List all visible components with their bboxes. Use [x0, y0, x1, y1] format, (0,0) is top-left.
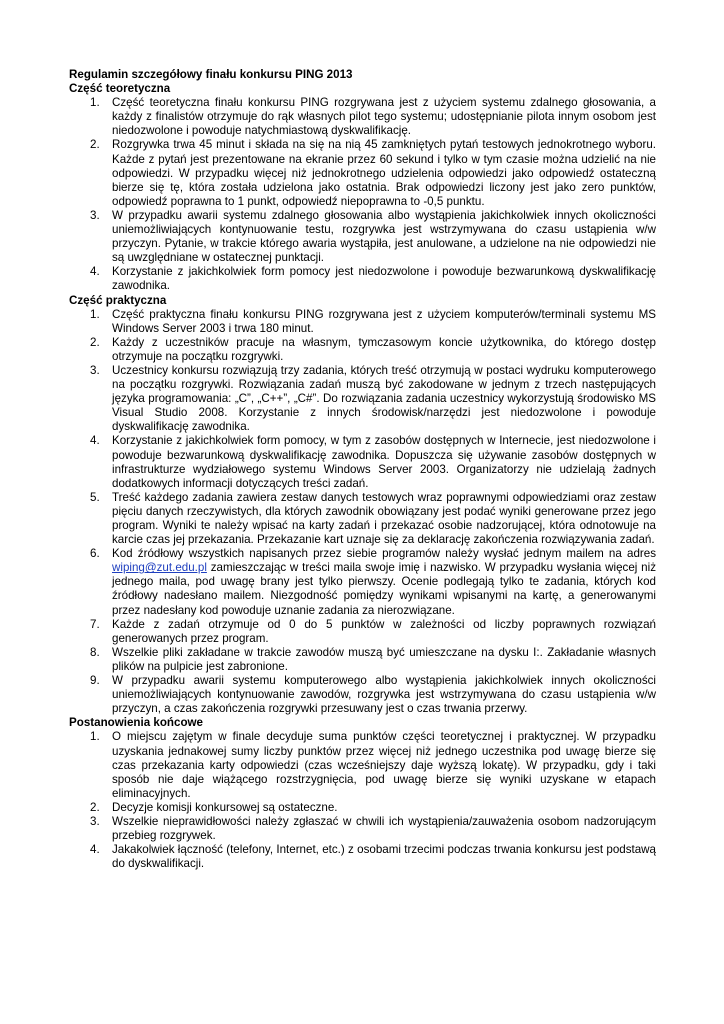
email-link[interactable]: wiping@zut.edu.pl	[112, 561, 207, 575]
item-text: Treść każdego zadania zawiera zestaw danych testowych wraz poprawnymi odpowiedziami oraz zestaw pięciu danych rzeczywistych, dla których zawodnik obowiązany jest podać wyniki generowane przez jego program. Wyniki te należy wpisać na karty zadań i przekazać osobie nadzorującej, która odnotowuje na karcie czas jej przekazania. Przekazanie kart uznaje się za deklarację zakończenia rozwiązywania zadań.	[112, 490, 656, 547]
item-text: O miejscu zajętym w finale decyduje suma punktów części teoretycznej i praktycznej. W przypadku uzyskania jednakowej sumy liczby punktów przez więcej niż jednego uczestnika pod uwagę bierze się czas przekazania karty odpowiedzi (czas wcześniejszy daje wyższą lokatę). W przypadku, gdy i taki sposób nie daje wiążącego rozstrzygnięcia, pod uwagę bierze się wyniki uzyskane w etapach eliminacyjnych.	[112, 730, 656, 800]
item-text: Wszelkie pliki zakładane w trakcie zawodów muszą być umieszczane na dysku I:. Zakładanie własnych plików na pulpicie jest zabronione.	[112, 645, 656, 673]
item-number: 4.	[90, 265, 100, 279]
item-number: 1.	[90, 730, 100, 744]
section-heading-theory: Część teoretyczna	[69, 82, 171, 96]
item-text: Każde z zadań otrzymuje od 0 do 5 punktów w zależności od liczby poprawnych rozwiązań generowanych przez program.	[112, 617, 656, 645]
list-item	[69, 434, 656, 490]
item-text: Każdy z uczestników pracuje na własnym, tymczasowym koncie użytkownika, do którego dostęp otrzymuje na początku rozgrywki.	[112, 335, 656, 363]
item-number: 6.	[90, 547, 100, 561]
item-text: Część praktyczna finału konkursu PING rozgrywana jest z użyciem komputerów/terminali systemu MS Windows Server 2003 i trwa 180 minut.	[112, 307, 656, 335]
section-heading-final-provisions: Postanowienia końcowe	[69, 716, 204, 730]
list-item	[69, 138, 656, 208]
document-body	[69, 68, 656, 871]
item-number: 3.	[90, 363, 100, 377]
item-text-before-email: Kod źródłowy wszystkich napisanych przez siebie programów należy wysłać jednym mailem na adres	[112, 547, 656, 561]
theory-rules-list	[69, 96, 656, 293]
item-text: Jakakolwiek łączność (telefony, Internet, etc.) z osobami trzecimi podczas trwania konkursu jest podstawą do dyskwalifikacji.	[112, 843, 656, 871]
item-number: 3.	[90, 814, 100, 828]
item-text-after-email: zamieszczając w treści maila swoje imię i nazwisko. W przypadku wysłania więcej niż jednego maila, pod uwagę brany jest tylko pierwszy. Ocenie podlegają tylko te zadania, których kod źródłowy nadesłano mailem. Niezgodność pomiędzy wynikami wpisanymi na kartę, a generowanymi przez nadesłany kod powoduje uznanie zadania za nierozwiązane.	[112, 561, 656, 617]
item-number: 2.	[90, 138, 100, 152]
item-number: 1.	[90, 307, 100, 321]
item-text: Korzystanie z jakichkolwiek form pomocy jest niedozwolone i powoduje bezwarunkową dyskwalifikację zawodnika.	[112, 265, 656, 293]
section-heading-practice: Część praktyczna	[69, 293, 167, 307]
list-item	[69, 730, 656, 800]
item-number: 3.	[90, 208, 100, 222]
item-text: Wszelkie nieprawidłowości należy zgłaszać w chwili ich wystąpienia/zauważenia osobom nadzorującym przebieg rozgrywek.	[112, 814, 656, 843]
list-item	[69, 646, 656, 674]
item-text: Rozgrywka trwa 45 minut i składa na się na nią 45 zamkniętych pytań testowych jednokrotnego wyboru. Każde z pytań jest prezentowane na ekranie przez 60 sekund i tylko w tym czasie można udzielić na nie odpowiedzi. W przypadku więcej niż jednokrotnego udzielenia odpowiedzi jako odpowiedź ostateczną bierze się tę, która została udzielona jako ostatnia. Brak odpowiedzi liczony jest jako zero punktów, odpowiedź poprawna to 1 punkt, odpowiedź niepoprawna to -0,5 punktu.	[112, 138, 656, 208]
list-item	[69, 336, 656, 364]
item-text: W przypadku awarii systemu zdalnego głosowania albo wystąpienia jakichkolwiek innych okoliczności uniemożliwiających kontynuowanie testu, rozgrywka jest wstrzymywana do czasu ustąpienia w/w przyczyn. Pytanie, w trakcie którego awaria wystąpiła, jest anulowane, a udzielone na nie odpowiedzi nie są uwzględniane w ostatecznej punktacji.	[112, 208, 656, 265]
final-provisions-list	[69, 730, 656, 871]
list-item	[69, 547, 656, 617]
list-item	[69, 815, 656, 843]
list-item	[69, 674, 656, 716]
list-item	[69, 364, 656, 434]
list-item	[69, 801, 656, 815]
item-number: 8.	[90, 645, 100, 659]
list-item	[69, 491, 656, 547]
item-text: Korzystanie z jakichkolwiek form pomocy, w tym z zasobów dostępnych w Internecie, jest niedozwolone i powoduje bezwarunkową dyskwalifikację zawodnika. Dopuszcza się używanie zasobów dostępnych w infrastrukturze wydziałowego systemu Windows Server 2003. Organizatorzy nie udzielają żadnych dodatkowych informacji dotyczących treści zadań.	[112, 434, 656, 490]
item-text: Część teoretyczna finału konkursu PING rozgrywana jest z użyciem systemu zdalnego głosowania, a każdy z finalistów otrzymuje do rąk własnych pilot tego systemu; udostępnianie pilota innym osobom jest niedozwolone i powoduje natychmiastową dyskwalifikację.	[112, 96, 656, 138]
document-title: Regulamin szczegółowy finału konkursu PING 2013	[69, 68, 353, 81]
list-item	[69, 843, 656, 871]
item-number: 7.	[90, 617, 100, 631]
list-item	[69, 265, 656, 293]
item-number: 4.	[90, 434, 100, 448]
list-item	[69, 96, 656, 138]
list-item	[69, 209, 656, 265]
list-item	[69, 308, 656, 336]
item-number: 2.	[90, 800, 100, 814]
item-number: 4.	[90, 843, 100, 857]
item-text: Uczestnicy konkursu rozwiązują trzy zadania, których treść otrzymują w postaci wydruku komputerowego na początku rozgrywki. Rozwiązania zadań muszą być zakodowane w jednym z trzech następujących języka programowania: „C”, „C++”, „C#”. Do rozwiązania zadania uczestnicy wykorzystują środowisko MS Visual Studio 2008. Korzystanie z innych środowisk/narzędzi jest niedozwolone i powoduje dyskwalifikację zawodnika.	[112, 363, 656, 434]
item-number: 5.	[90, 490, 100, 504]
item-number: 1.	[90, 96, 100, 110]
item-number: 9.	[90, 674, 100, 688]
item-text: Decyzje komisji konkursowej są ostateczne.	[112, 800, 338, 814]
list-item	[69, 618, 656, 646]
item-number: 2.	[90, 335, 100, 349]
practice-rules-list	[69, 308, 656, 717]
item-text: W przypadku awarii systemu komputerowego albo wystąpienia jakichkolwiek innych okoliczności uniemożliwiających kontynuowanie zawodów, rozgrywka jest wstrzymywana do czasu ustąpienia w/w przyczyn, a czas zakończenia rozgrywki przesuwany jest o czas trwania przerwy.	[112, 674, 656, 716]
